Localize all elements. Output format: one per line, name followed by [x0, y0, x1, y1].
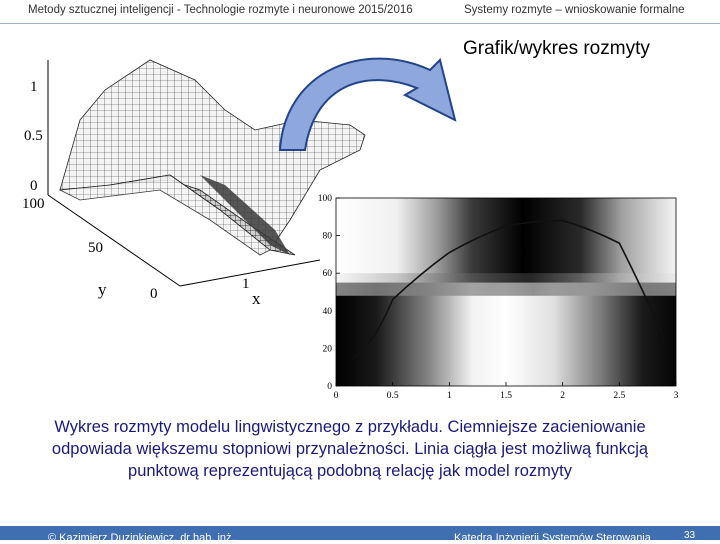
x-tick-label: 1 — [446, 391, 452, 401]
x-axis-label: x — [252, 289, 261, 308]
y-tick-50: 50 — [88, 240, 103, 256]
x-tick-label: 2.5 — [613, 391, 626, 401]
y-tick-0: 0 — [150, 286, 158, 302]
page-number: 33 — [684, 530, 696, 541]
y-tick-100: 100 — [22, 196, 45, 212]
footer-department: Katedra Inżynierii Systemów Sterowania — [454, 532, 651, 544]
header-divider — [0, 23, 720, 24]
x-tick-1: 1 — [242, 276, 250, 292]
y-tick-label: 60 — [322, 269, 332, 280]
x-tick-label: 2 — [560, 391, 566, 401]
y-tick-label: 100 — [317, 194, 332, 204]
y-tick-label: 0 — [327, 382, 332, 392]
header-topic: Systemy rozmyte – wnioskowanie formalne — [464, 4, 685, 16]
x-tick-label: 0 — [333, 391, 339, 401]
curved-arrow — [255, 40, 495, 160]
slide-caption: Wykres rozmyty modelu lingwistycznego z przykładu. Ciemniejsze zacieniowanie odpowiada większemu stopniowi przynależności. Linia ciągła jest możliwą funkcją punktową reprezentującą podobną relację jak model rozmyty — [51, 418, 649, 480]
z-tick-0.5: 0.5 — [24, 128, 43, 144]
x-tick-label: 3 — [673, 391, 679, 401]
y-tick-label: 80 — [322, 231, 332, 242]
y-tick-label: 20 — [322, 344, 332, 355]
header-bar — [0, 0, 720, 24]
slide-title: Grafik/wykres rozmyty — [463, 38, 650, 59]
heatmap-chart — [308, 188, 688, 403]
y-axis-label: y — [98, 280, 107, 299]
footer-author: © Kazimierz Duzinkiewicz, dr hab. inż. — [48, 532, 235, 544]
heatmap-transition-band — [336, 273, 676, 296]
x-tick-label: 1.5 — [500, 391, 512, 401]
header-course-title: Metody sztucznej inteligencji - Technologie rozmyte i neuronowe 2015/2016 — [28, 4, 413, 16]
y-tick-label: 40 — [322, 306, 332, 317]
z-tick-0: 0 — [30, 178, 38, 194]
z-tick-1: 1 — [30, 79, 38, 95]
heatmap-upper-band — [336, 198, 676, 283]
x-tick-label: 0.5 — [386, 391, 399, 401]
